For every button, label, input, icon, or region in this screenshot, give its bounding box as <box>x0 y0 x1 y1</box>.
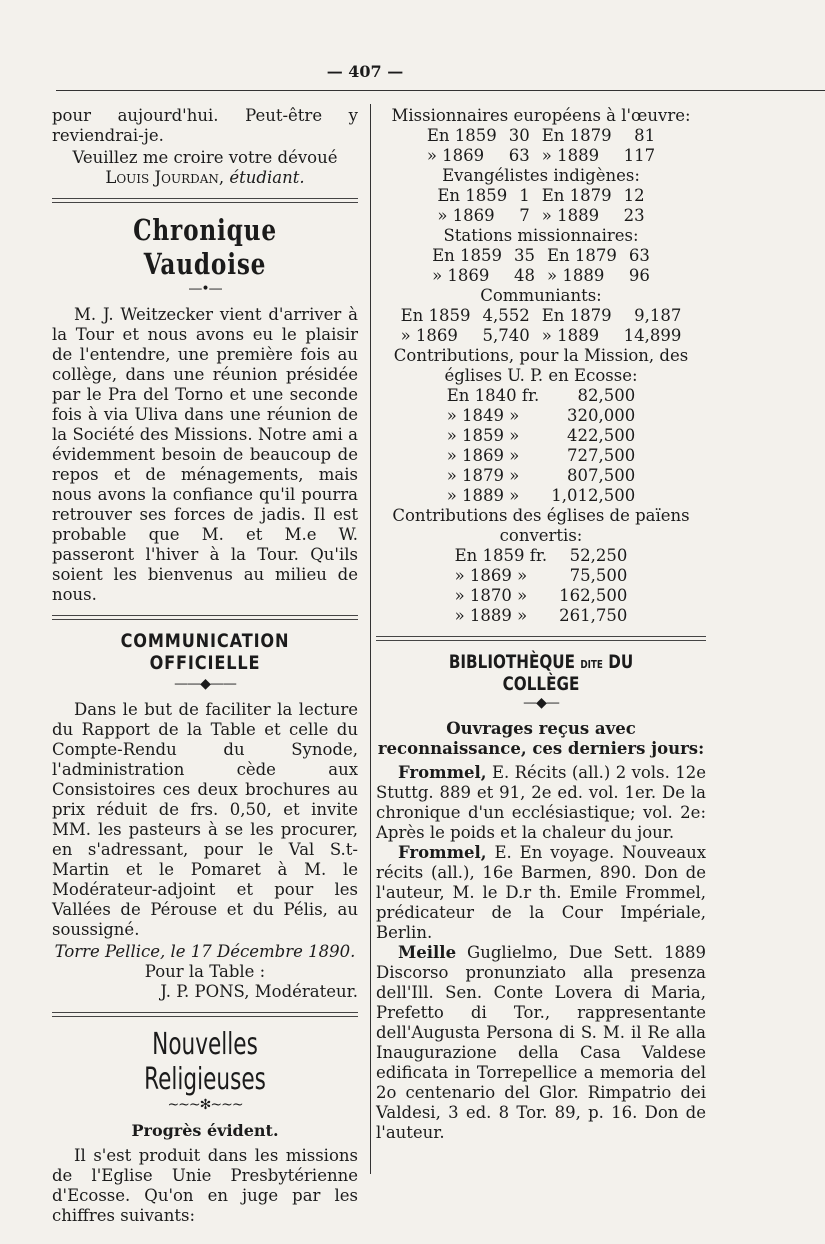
stats-cell: 23 <box>623 206 645 225</box>
stats-cell: 807,500 <box>567 466 636 485</box>
nouvelles-text: Il s'est produit dans les missions de l'Eglise Unie Presbytérienne d'Ecosse. Qu'on en juge par les chiffres suivants: <box>52 1146 358 1225</box>
stats-title-4: Communiants: <box>480 286 602 305</box>
stats-title-2: Evangélistes indigènes: <box>442 166 640 185</box>
stats-row <box>441 446 642 466</box>
communication-sign-line-2: J. P. PONS, Modérateur. <box>160 982 358 1001</box>
stats-cell: En 1859 <box>426 126 497 145</box>
stats-cell: 63 <box>628 246 650 265</box>
stats-row <box>449 546 634 566</box>
stats-cell: » 1869 <box>426 146 485 165</box>
entry-1-text: E. Récits (all.) 2 vols. 12e Stuttg. 889 et 91, 2e ed. vol. 1er. De la chronique d'un ecclésiastique; vol. 2e: Après le poids et la chaleur du jour. <box>376 763 706 842</box>
stats-cell: 1 <box>519 186 530 205</box>
communication-ornament: ——◆—— <box>174 676 236 692</box>
stats-row <box>441 486 642 506</box>
signature-role: étudiant. <box>229 168 305 187</box>
communication-title: COMMUNICATION OFFICIELLE <box>120 630 290 674</box>
stats-title-6: Contributions des églises de païens convertis: <box>392 506 690 545</box>
stats-cell: 30 <box>508 126 530 145</box>
stats-cell: 81 <box>634 126 656 145</box>
signature-name: Louis Jourdan, <box>105 168 225 187</box>
entry-2-text: E. En voyage. Nouveaux récits (all.), 16e Barmen, 890. Don de l'auteur, M. le D.r th. Emile Frommel, prédicateur de la Cour Impériale, Berlin. <box>376 843 706 942</box>
stats-cell: 35 <box>514 246 535 265</box>
stats-cell: En 1859 <box>437 186 508 205</box>
column-divider <box>370 104 371 1174</box>
stats-cell: 422,500 <box>567 426 636 445</box>
stats-cell: 48 <box>514 266 535 285</box>
stats-table-1 <box>421 126 661 166</box>
stats-cell: 5,740 <box>482 326 530 345</box>
stats-cell: En 1879 <box>547 246 617 265</box>
stats-cell: 63 <box>508 146 530 165</box>
book-entry-2 <box>376 843 706 943</box>
section-divider <box>52 615 358 620</box>
stats-cell: 82,500 <box>577 386 636 405</box>
stats-cell: En 1879 <box>541 306 612 325</box>
stats-table-4 <box>395 306 688 346</box>
entry-1-author: Frommel, <box>398 763 487 782</box>
stats-table-6 <box>449 546 634 626</box>
stats-row <box>441 426 642 446</box>
entry-3-author: Meille <box>398 943 457 962</box>
section-divider <box>52 1012 358 1017</box>
stats-cell: 7 <box>519 206 530 225</box>
stats-cell: » 1889 <box>541 206 600 225</box>
stats-cell: En 1859 <box>432 246 502 265</box>
stats-cell: » 1870 » <box>454 586 528 605</box>
book-entry-3 <box>376 943 706 1143</box>
communication-text: Dans le but de faciliter la lecture du Rapport de la Table et celle du Compte-Rendu du Synode, l'administration cède aux Consistoires ces deux brochures au prix réduit de frs. 0,50, et invite MM. les pasteurs à se les procurer, en s'adressant, pour le Val S.t-Martin et le Pomaret à M. le Modérateur-adjoint et pour les Vallées de Pérouse et du Pélis, au soussigné. <box>52 700 358 939</box>
stats-cell: En 1859 fr. <box>454 546 548 565</box>
stats-cell: En 1879 <box>541 126 612 145</box>
stats-cell: 4,552 <box>482 306 530 325</box>
book-entry-1 <box>376 763 706 843</box>
stats-cell: » 1889 <box>541 146 600 165</box>
stats-cell: 52,250 <box>569 546 628 565</box>
section-divider <box>52 198 358 203</box>
stats-cell: » 1889 <box>541 326 600 345</box>
right-column <box>376 106 706 1143</box>
stats-row <box>395 326 688 346</box>
bibliotheque-title-a: BIBLIOTHÈQUE <box>448 651 576 673</box>
bibliotheque-title <box>409 651 673 695</box>
stats-cell: » 1869 » <box>446 446 520 465</box>
chronique-text: M. J. Weitzecker vient d'arriver à la Tour et nous avons eu le plaisir de l'entendre, une première fois au collège, dans une réunion présidée par le Pra del Torno et une seconde fois à via Uliva dans une réunion de la Société des Missions. Notre ami a évidemment besoin de beaucoup de repos et de ménagements, mais nous avons la confiance qu'il pourra retrouver ses forces de jadis. Il est probable que M. et M.e W. passeront l'hiver à la Tour. Qu'ils soient les bienvenus au milieu de nous. <box>52 305 358 604</box>
stats-cell: » 1889 <box>547 266 605 285</box>
stats-cell: 162,500 <box>559 586 628 605</box>
signature <box>52 168 358 188</box>
stats-title-1: Missionnaires européens à l'œuvre: <box>391 106 691 125</box>
stats-row <box>441 386 642 406</box>
communication-date: Torre Pellice, le 17 Décembre 1890. <box>54 942 356 961</box>
header-rule <box>56 90 825 91</box>
stats-row <box>395 306 688 326</box>
closing-line: Veuillez me croire votre dévoué <box>72 148 338 167</box>
chronique-ornament: —•— <box>188 281 222 297</box>
stats-row <box>431 206 650 226</box>
stats-cell: » 1889 » <box>446 486 520 505</box>
stats-cell: » 1869 <box>432 266 490 285</box>
stats-row <box>449 586 634 606</box>
stats-title-5: Contributions, pour la Mission, des églises U. P. en Ecosse: <box>393 346 689 385</box>
nouvelles-ornament: ~~~✻~~~ <box>167 1097 243 1113</box>
stats-cell: 727,500 <box>567 446 636 465</box>
stats-table-2 <box>431 186 650 226</box>
stats-row <box>421 146 661 166</box>
bibliotheque-title-b: DITE <box>580 658 603 671</box>
stats-cell: 96 <box>628 266 650 285</box>
entry-3-text: Guglielmo, Due Sett. 1889 Discorso pronunziato alla presenza dell'Ill. Sen. Conte Lovera di Maria, Prefetto di Tor., rappresentante dell'Augusta Persona di S. M. il Re alla Inaugurazione della Casa Valdese edificata in Torrepellice a memoria del 2o centenario del Glor. Rimpatrio dei Valdesi, 3 ed. 8 Tor. 89, p. 16. Don de l'auteur. <box>376 943 706 1142</box>
stats-row <box>426 246 656 266</box>
chronique-title: Chronique Vaudoise <box>133 213 277 281</box>
stats-row <box>449 566 634 586</box>
stats-cell: » 1869 <box>437 206 495 225</box>
stats-row <box>426 266 656 286</box>
bibliotheque-ornament: —◆— <box>523 695 559 711</box>
stats-row <box>441 406 642 426</box>
page-number: — 407 — <box>326 62 404 81</box>
nouvelles-title: Nouvelles Religieuses <box>144 1027 266 1097</box>
stats-cell: En 1840 fr. <box>446 386 540 405</box>
left-column <box>52 106 358 1226</box>
stats-cell: » 1879 » <box>446 466 520 485</box>
stats-cell: 117 <box>623 146 656 165</box>
stats-cell: » 1889 » <box>454 606 528 625</box>
stats-table-3 <box>426 246 656 286</box>
stats-cell: » 1849 » <box>446 406 520 425</box>
stats-cell: En 1859 <box>400 306 471 325</box>
stats-row <box>441 466 642 486</box>
section-divider <box>376 636 706 641</box>
stats-cell: 12 <box>623 186 645 205</box>
stats-title-3: Stations missionnaires: <box>443 226 639 245</box>
stats-cell: 14,899 <box>623 326 682 345</box>
stats-cell: » 1859 » <box>446 426 520 445</box>
stats-row <box>421 126 661 146</box>
entry-2-author: Frommel, <box>398 843 487 862</box>
stats-cell: 1,012,500 <box>551 486 636 505</box>
continued-paragraph: pour aujourd'hui. Peut-être y reviendrai-je. <box>52 106 358 145</box>
stats-cell: 75,500 <box>569 566 628 585</box>
bibliotheque-title-c: DU COLLÈGE <box>502 651 634 695</box>
stats-cell: 320,000 <box>567 406 636 425</box>
bibliotheque-subtitle: Ouvrages reçus avec reconnaissance, ces derniers jours: <box>377 719 705 758</box>
stats-cell: 9,187 <box>634 306 682 325</box>
stats-cell: » 1869 <box>400 326 458 345</box>
stats-row <box>449 606 634 626</box>
stats-row <box>431 186 650 206</box>
communication-sign-line-1: Pour la Table : <box>144 962 266 981</box>
stats-table-5 <box>441 386 642 506</box>
nouvelles-subtitle: Progrès évident. <box>131 1121 279 1140</box>
stats-cell: 261,750 <box>559 606 628 625</box>
stats-cell: En 1879 <box>541 186 612 205</box>
stats-cell: » 1869 » <box>454 566 528 585</box>
